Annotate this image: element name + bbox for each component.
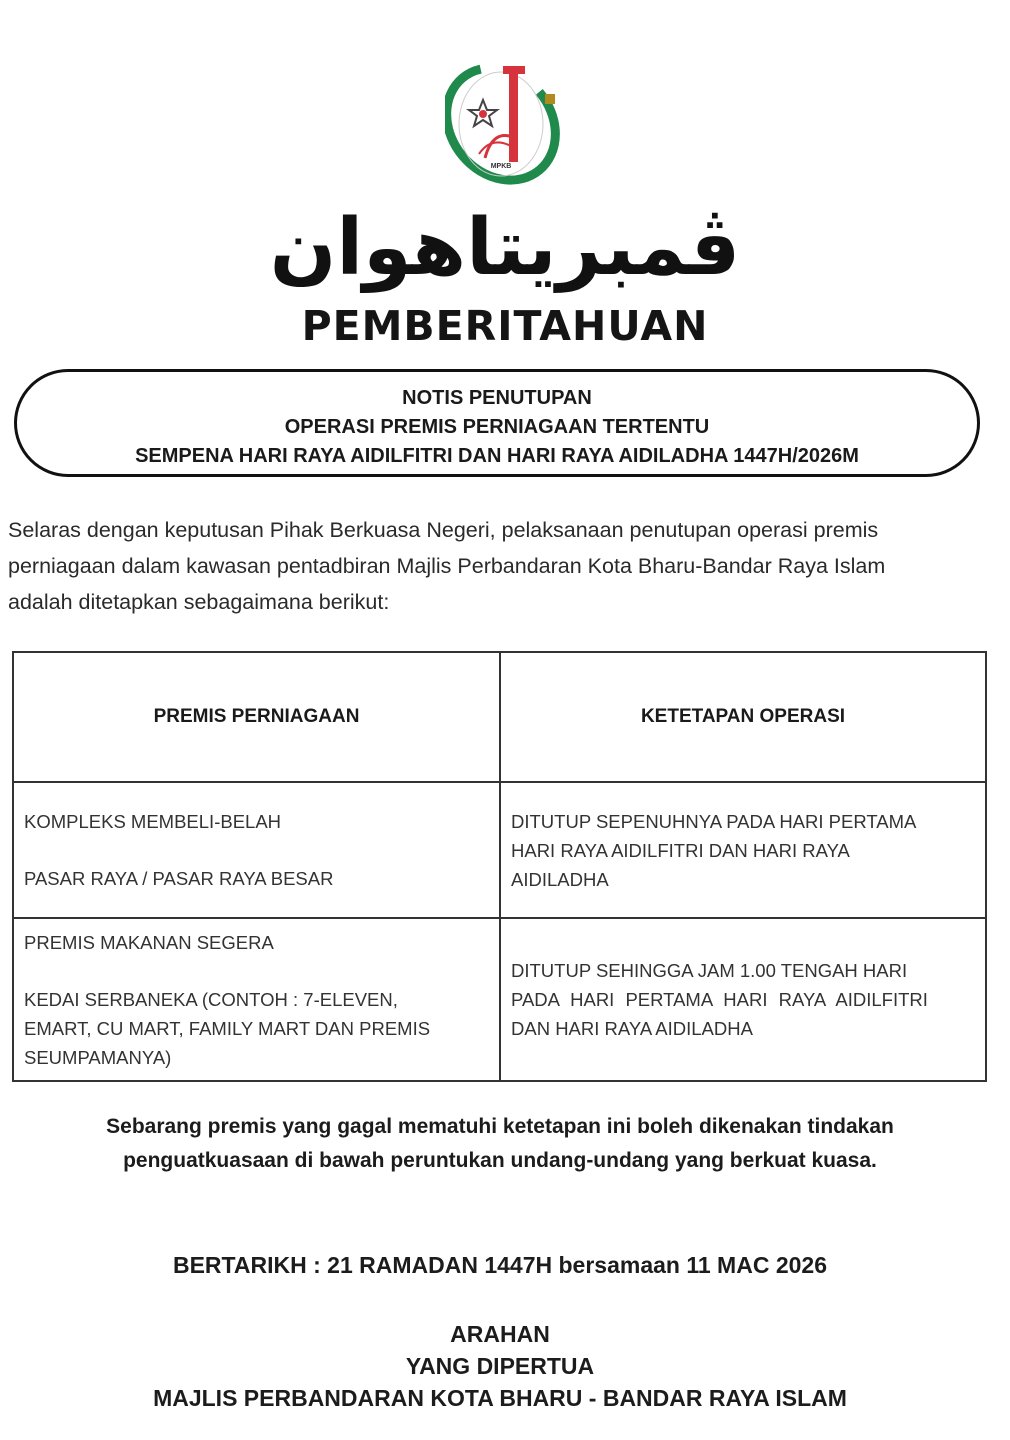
notice-banner [14,369,980,477]
page-title: PEMBERITAHUAN [301,302,709,350]
intro-line-3: adalah ditetapkan sebagaimana berikut: [8,590,390,614]
premises-item: PASAR RAYA / PASAR RAYA BESAR [24,868,334,889]
jawi-title: ڤمبريتاهوان [269,203,741,293]
ruling-line: DITUTUP SEHINGGA JAM 1.00 TENGAH HARI [511,960,908,981]
premises-item: KEDAI SERBANEKA (CONTOH : 7-ELEVEN, [24,988,398,1010]
ruling-line: DITUTUP SEPENUHNYA PADA HARI PERTAMA [511,810,917,832]
header-premises: PREMIS PERNIAGAAN [13,652,500,782]
premises-item: KOMPLEKS MEMBELI-BELAH [24,811,282,832]
premises-item: PREMIS MAKANAN SEGERA [24,931,274,953]
svg-text:MPKB: MPKB [490,163,512,170]
issue-date: BERTARIKH : 21 RAMADAN 1447H bersamaan 11 MAC 2026 [172,1252,827,1278]
premises-cell [13,918,500,1081]
warning-line-2: penguatkuasaan di bawah peruntukan undang-undang yang berkuat kuasa. [123,1149,877,1172]
signature-block [0,1318,1000,1414]
closure-table [12,651,987,1082]
premises-cell [13,782,500,918]
table-row [13,782,986,918]
header-ruling: KETETAPAN OPERASI [500,652,986,782]
ruling-cell [500,918,986,1081]
notice-line-1: NOTIS PENUTUPAN [402,387,592,409]
table-header-row [13,652,986,782]
mpkb-logo [445,58,563,188]
signature-line-2: YANG DIPERTUA [405,1353,595,1379]
ruling-cell [500,782,986,918]
enforcement-warning [0,1110,1000,1178]
table-row [13,918,986,1081]
notice-line-2: OPERASI PREMIS PERNIAGAAN TERTENTU [284,416,710,438]
premises-item: SEUMPAMANYA) [24,1046,172,1068]
ruling-line: PADA HARI PERTAMA HARI RAYA AIDILFITRI [511,989,928,1010]
signature-line-3: MAJLIS PERBANDARAN KOTA BHARU - BANDAR RAYA ISLAM [153,1385,847,1411]
notice-line-3: SEMPENA HARI RAYA AIDILFITRI DAN HARI RAYA AIDILADHA 1447H/2026M [135,445,859,467]
ruling-line: HARI RAYA AIDILFITRI DAN HARI RAYA [511,839,850,861]
signature-line-1: ARAHAN [450,1321,550,1347]
intro-line-1: Selaras dengan keputusan Pihak Berkuasa Negeri, pelaksanaan penutupan operasi premis [8,518,879,542]
intro-line-2: perniagaan dalam kawasan pentadbiran Majlis Perbandaran Kota Bharu-Bandar Raya Islam [8,554,886,578]
premises-item: EMART, CU MART, FAMILY MART DAN PREMIS [24,1017,431,1039]
ruling-line: DAN HARI RAYA AIDILADHA [511,1018,753,1039]
warning-line-1: Sebarang premis yang gagal mematuhi ketetapan ini boleh dikenakan tindakan [106,1115,894,1138]
ruling-line: AIDILADHA [511,868,609,890]
intro-paragraph [8,512,1008,620]
